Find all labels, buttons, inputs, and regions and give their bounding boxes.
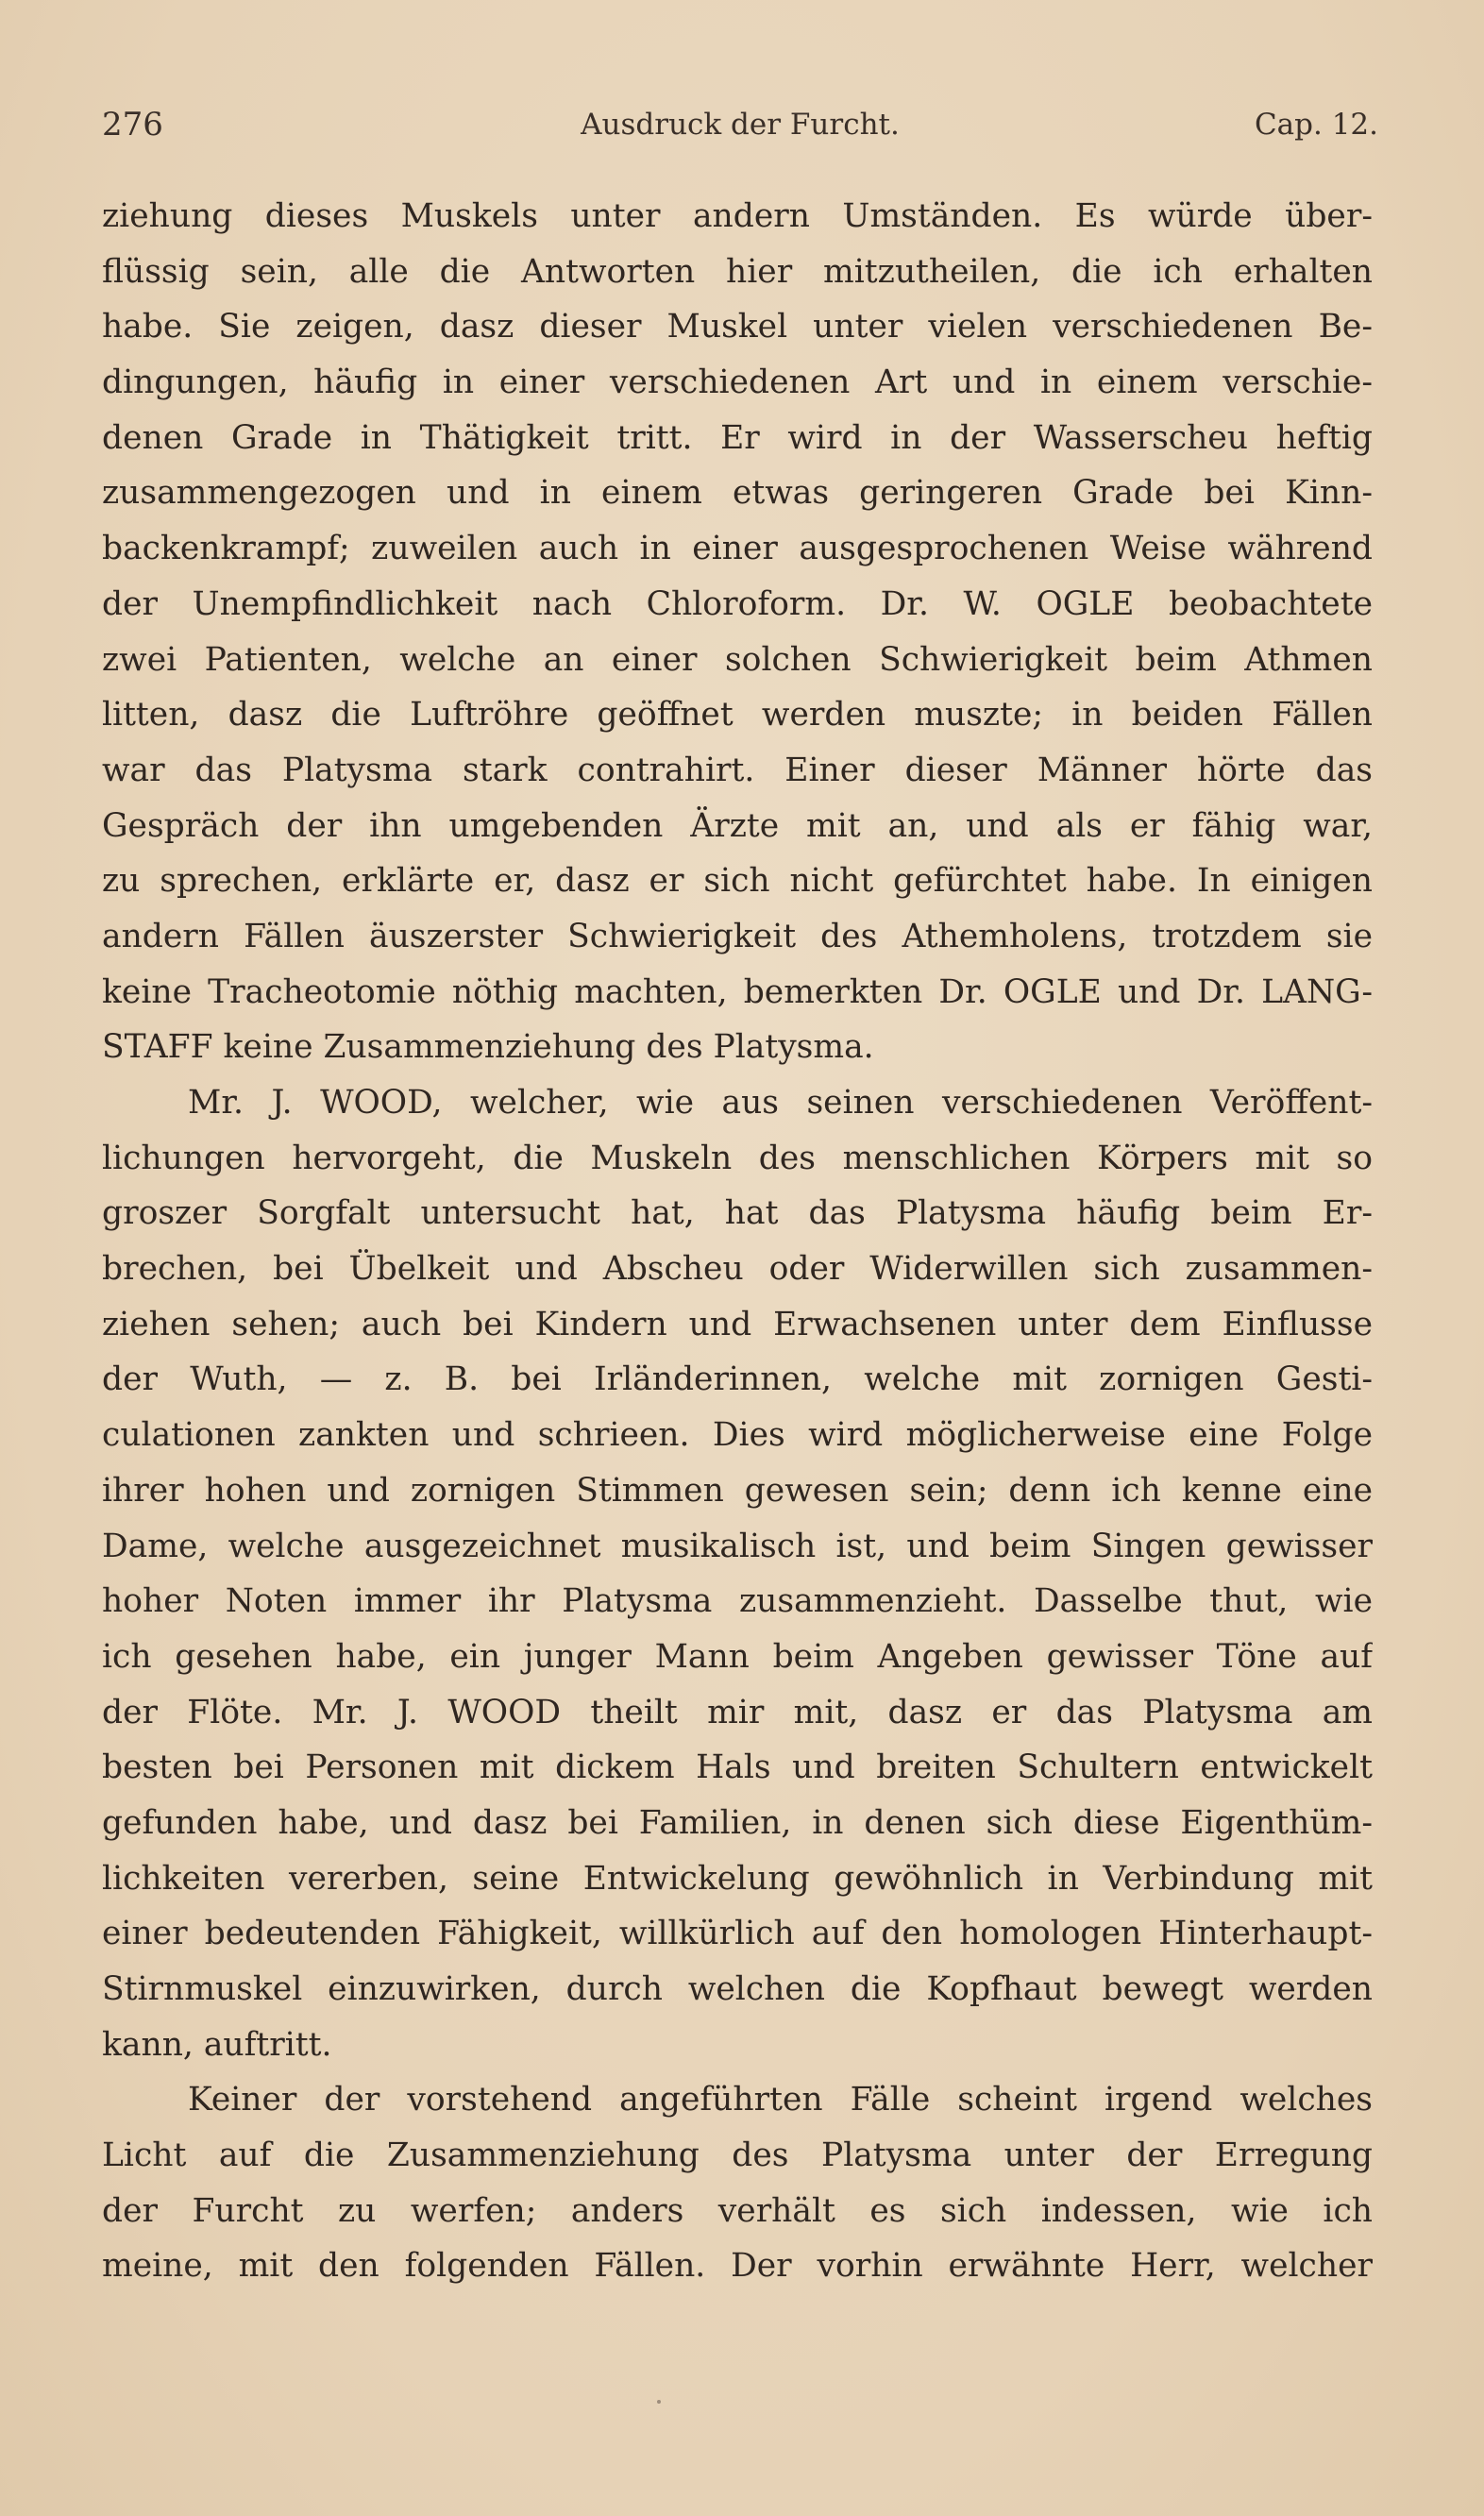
chapter-label: Cap. 12. — [1254, 108, 1378, 142]
text-line: denen Grade in Thätigkeit tritt. Er wird in der Wasserscheu heftig — [102, 418, 1373, 457]
text-line: zwei Patienten, welche an einer solchen Schwierigkeit beim Athmen — [102, 640, 1373, 679]
text-line: besten bei Personen mit dickem Hals und breiten Schultern entwickelt — [102, 1748, 1373, 1787]
text-line: brechen, bei Übelkeit und Abscheu oder Widerwillen sich zusammen- — [102, 1250, 1373, 1289]
text-line: Dame, welche ausgezeichnet musikalisch ist, und beim Singen gewisser — [102, 1527, 1373, 1565]
paragraph-start-line: Mr. J. WOOD, welcher, wie aus seinen verschiedenen Veröffent- — [188, 1084, 1373, 1122]
text-line: STAFF keine Zusammenziehung des Platysma. — [102, 1028, 874, 1067]
text-line: Stirnmuskel einzuwirken, durch welchen die Kopfhaut bewegt werden — [102, 1970, 1373, 2008]
text-line: zusammengezogen und in einem etwas geringeren Grade bei Kinn- — [102, 474, 1373, 513]
text-line: andern Fällen äuszerster Schwierigkeit des Athemholens, trotzdem sie — [102, 917, 1373, 955]
text-line: habe. Sie zeigen, dasz dieser Muskel unter vielen verschiedenen Be- — [102, 308, 1373, 346]
text-line: lichungen hervorgeht, die Muskeln des menschlichen Körpers mit so — [102, 1139, 1373, 1177]
text-line: der Furcht zu werfen; anders verhält es sich indessen, wie ich — [102, 2191, 1373, 2230]
text-line: keine Tracheotomie nöthig machten, bemerkten Dr. OGLE und Dr. LANG- — [102, 972, 1373, 1011]
text-line: culationen zankten und schrieen. Dies wird möglicherweise eine Folge — [102, 1416, 1373, 1455]
text-line: zu sprechen, erklärte er, dasz er sich nicht gefürchtet habe. In einigen — [102, 862, 1373, 901]
paper-speck — [657, 2400, 661, 2404]
text-line: Gespräch der ihn umgebenden Ärzte mit an, und als er fähig war, — [102, 806, 1373, 845]
text-line: groszer Sorgfalt untersucht hat, hat das Platysma häufig beim Er- — [102, 1194, 1373, 1233]
text-line: litten, dasz die Luftröhre geöffnet werden muszte; in beiden Fällen — [102, 696, 1373, 735]
body-text — [102, 189, 1373, 2294]
paragraph-start-line: Keiner der vorstehend angeführten Fälle scheint irgend welches — [188, 2081, 1373, 2119]
text-line: gefunden habe, und dasz bei Familien, in denen sich diese Eigenthüm- — [102, 1803, 1373, 1842]
text-line: hoher Noten immer ihr Platysma zusammenzieht. Dasselbe thut, wie — [102, 1582, 1373, 1621]
running-title: Ausdruck der Furcht. — [581, 108, 900, 142]
text-line: Licht auf die Zusammenziehung des Platysma unter der Erregung — [102, 2136, 1373, 2175]
text-line: backenkrampf; zuweilen auch in einer ausgesprochenen Weise während — [102, 530, 1373, 568]
text-line: kann, auftritt. — [102, 2025, 332, 2064]
text-line: dingungen, häufig in einer verschiedenen Art und in einem verschie- — [102, 363, 1373, 402]
text-line: der Flöte. Mr. J. WOOD theilt mir mit, dasz er das Platysma am — [102, 1693, 1373, 1731]
text-line: einer bedeutenden Fähigkeit, willkürlich auf den homologen Hinterhaupt- — [102, 1915, 1373, 1953]
text-line: ihrer hohen und zornigen Stimmen gewesen sein; denn ich kenne eine — [102, 1471, 1373, 1510]
text-line: der Wuth, — z. B. bei Irländerinnen, welche mit zornigen Gesti- — [102, 1360, 1373, 1399]
text-line: war das Platysma stark contrahirt. Einer dieser Männer hörte das — [102, 751, 1373, 789]
running-header — [102, 106, 1378, 153]
page-number: 276 — [102, 106, 163, 144]
text-line: ziehen sehen; auch bei Kindern und Erwachsenen unter dem Einflusse — [102, 1305, 1373, 1343]
text-line: meine, mit den folgenden Fällen. Der vorhin erwähnte Herr, welcher — [102, 2247, 1373, 2286]
text-line: ich gesehen habe, ein junger Mann beim Angeben gewisser Töne auf — [102, 1637, 1373, 1676]
text-line: flüssig sein, alle die Antworten hier mitzutheilen, die ich erhalten — [102, 252, 1373, 291]
text-line: lichkeiten vererben, seine Entwickelung gewöhnlich in Verbindung mit — [102, 1859, 1373, 1898]
text-line: der Unempfindlichkeit nach Chloroform. Dr. W. OGLE beobachtete — [102, 584, 1373, 623]
text-line: ziehung dieses Muskels unter andern Umständen. Es würde über- — [102, 197, 1373, 235]
